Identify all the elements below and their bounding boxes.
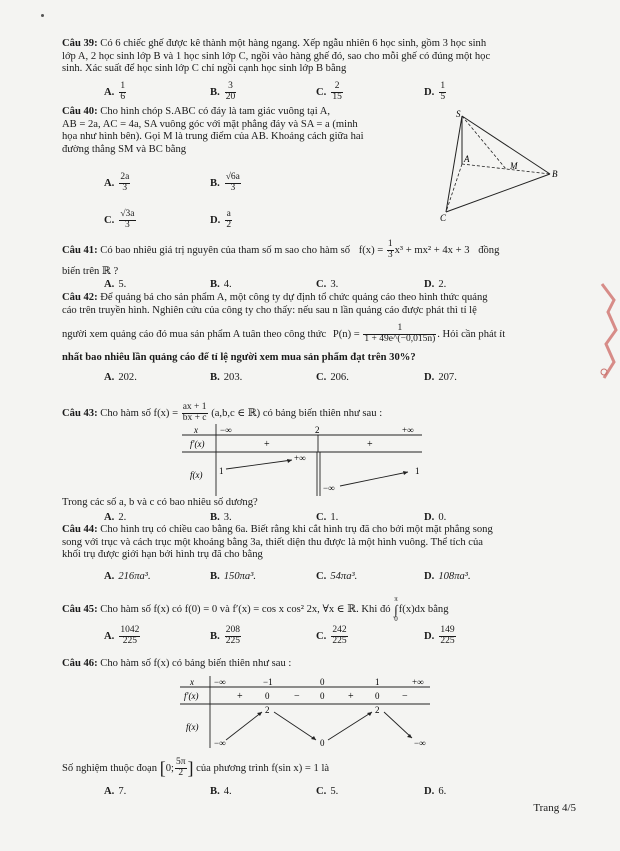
sign-zero-2: 0 bbox=[320, 691, 325, 701]
row-label-fprime: f′(x) bbox=[184, 691, 199, 701]
row-label-fprime: f′(x) bbox=[190, 439, 205, 449]
x-one: 1 bbox=[375, 677, 380, 687]
label-C: C bbox=[440, 213, 447, 223]
q40-line2: AB = 2a, AC = 4a, SA vuông góc với mặt phẳng đáy và SA = a (minh bbox=[62, 118, 358, 130]
q44-line3: khối trụ được giới hạn bởi hình trụ đã cho bằng bbox=[62, 549, 263, 561]
q45-line1: Câu 45: Cho hàm số f(x) có f(0) = 0 và f′(x) = cos x cos² 2x, ∀x ∈ ℝ. Khi đó π ∫ 0 f(x)dx bằng bbox=[62, 595, 449, 623]
question-46 bbox=[62, 658, 562, 671]
f-right-value: 1 bbox=[415, 466, 420, 476]
edge-AC bbox=[446, 164, 462, 212]
row-label-f: f(x) bbox=[190, 470, 203, 480]
row-label-x: x bbox=[194, 425, 198, 435]
q41-line1: Câu 41: Có bao nhiêu giá trị nguyên của tham số m sao cho hàm số f(x) = $\frac{1}{3}$ x³ + mx² + 4x + 3 đồng bbox=[62, 239, 500, 260]
q39-option-c[interactable]: C. $\frac{2}{15}$ bbox=[316, 81, 342, 102]
sign-zero-3: 0 bbox=[375, 691, 380, 701]
edge-SB bbox=[462, 116, 550, 174]
question-42 bbox=[62, 292, 562, 317]
q39-options bbox=[104, 81, 544, 102]
q39-line2: lớp A, 2 học sinh lớp B và 1 học sinh lớp C, ngồi vào hàng ghế đó, sao cho mỗi ghế có đúng một học bbox=[62, 50, 491, 62]
q43-option-d[interactable]: D. 0. bbox=[424, 512, 447, 523]
q43-option-c[interactable]: C. 1. bbox=[316, 512, 339, 523]
f-right: −∞ bbox=[414, 738, 426, 748]
q40-option-a[interactable]: A. $\frac{2a}{3}$ bbox=[104, 172, 130, 193]
q46-options bbox=[104, 786, 544, 802]
f-min: 0 bbox=[320, 738, 325, 748]
sign-3: + bbox=[348, 691, 354, 702]
x-two: 2 bbox=[315, 425, 320, 435]
q46-option-b[interactable]: B. 4. bbox=[210, 786, 232, 797]
x-neg-inf: −∞ bbox=[220, 425, 232, 435]
x-neg-one: −1 bbox=[263, 677, 273, 687]
q44-option-c[interactable]: C. 54πa³. bbox=[316, 571, 358, 582]
label-S: S bbox=[456, 109, 461, 119]
question-39 bbox=[62, 38, 562, 76]
q40-option-c[interactable]: C. $\frac{√3a}{3}$ bbox=[104, 209, 135, 230]
q41-option-c[interactable]: C. 3. bbox=[316, 279, 339, 290]
sign-2: − bbox=[294, 691, 300, 702]
q43-variation-table bbox=[182, 424, 422, 496]
q46-option-d[interactable]: D. 6. bbox=[424, 786, 447, 797]
q40-options-row1 bbox=[104, 172, 364, 193]
q44-options bbox=[104, 571, 544, 587]
f-left-value: 1 bbox=[219, 466, 224, 476]
q43-option-a[interactable]: A. 2. bbox=[104, 512, 127, 523]
q45-options bbox=[104, 625, 544, 646]
q42-line2: cáo trên truyền hình. Nghiên cứu của công ty cho thấy: nếu sau n lần quảng cáo được phát thì tỉ lệ bbox=[62, 304, 477, 316]
q40-line1: Câu 40: Cho hình chóp S.ABC có đáy là tam giác vuông tại A, bbox=[62, 106, 331, 117]
integral-bounds: π ∫ 0 bbox=[394, 595, 398, 623]
row-label-f: f(x) bbox=[186, 722, 199, 732]
q44-line1: Câu 44: Cho hình trụ có chiều cao bằng 6a. Biết rằng khi cắt hình trụ đã cho bởi một mặt phẳng song bbox=[62, 524, 493, 535]
q40-line4: đường thẳng SM và BC bằng bbox=[62, 144, 187, 156]
q40-option-b[interactable]: B. $\frac{√6a}{3}$ bbox=[210, 172, 240, 193]
x-pos-inf: +∞ bbox=[402, 425, 414, 435]
q46-option-c[interactable]: C. 5. bbox=[316, 786, 339, 797]
q40-options-row2 bbox=[104, 209, 364, 230]
q40-option-d[interactable]: D. $\frac{a}{2}$ bbox=[210, 209, 232, 230]
q41-option-a[interactable]: A. 5. bbox=[104, 279, 127, 290]
label-A: A bbox=[464, 154, 470, 164]
q43-line1: Câu 43: Cho hàm số f(x) = $\frac{ax + 1}{bx + c}$ (a,b,c ∈ ℝ) có bảng biến thiên như sau : bbox=[62, 402, 383, 423]
q39-line3: sinh. Xác suất để học sinh lớp C chỉ ngồi cạnh học sinh lớp B bằng bbox=[62, 63, 347, 75]
label-B: B bbox=[552, 169, 558, 179]
q40-line3: họa như hình bên). Gọi M là trung điểm của AB. Khoảng cách giữa hai bbox=[62, 131, 364, 143]
q44-option-b[interactable]: B. 150πa³. bbox=[210, 571, 257, 582]
arrow-up-2 bbox=[340, 472, 408, 486]
f-max-1: 2 bbox=[265, 705, 270, 715]
q45-option-a[interactable]: A. $\frac{1042}{225}$ bbox=[104, 625, 140, 646]
q43-option-b[interactable]: B. 3. bbox=[210, 512, 232, 523]
q39-option-d[interactable]: D. $\frac{1}{5}$ bbox=[424, 81, 446, 102]
binding-tear-mark bbox=[602, 284, 616, 378]
question-44 bbox=[62, 524, 562, 562]
q42-line3: người xem quảng cáo đó mua sản phẩm A tuân theo công thức P(n) = $\frac{1}{1 + 49e\^{}(-0,015n)}$ . Hỏi cần phát ít bbox=[62, 323, 506, 344]
q42-line1: Câu 42: Để quảng bá cho sản phẩm A, một công ty dự định tổ chức quảng cáo theo hình thức quảng bbox=[62, 292, 488, 303]
sign-left: + bbox=[264, 439, 270, 450]
q41-line2: biến trên ℝ ? bbox=[62, 266, 119, 277]
f-top-value: +∞ bbox=[294, 453, 306, 463]
arrow-up bbox=[226, 460, 292, 469]
question-40 bbox=[62, 106, 442, 157]
x-pos-inf: +∞ bbox=[412, 677, 424, 687]
scan-speck bbox=[41, 14, 44, 17]
q43-line2: Trong các số a, b và c có bao nhiêu số dương? bbox=[62, 497, 258, 508]
f-left: −∞ bbox=[214, 738, 226, 748]
q46-line1: Câu 46: Cho hàm số f(x) có bảng biến thiên như sau : bbox=[62, 658, 292, 669]
sign-right: + bbox=[367, 439, 373, 450]
x-neg-inf: −∞ bbox=[214, 677, 226, 687]
q39-option-a[interactable]: A. $\frac{1}{6}$ bbox=[104, 81, 126, 102]
q45-option-b[interactable]: B. $\frac{208}{225}$ bbox=[210, 625, 240, 646]
q45-option-c[interactable]: C. $\frac{242}{225}$ bbox=[316, 625, 347, 646]
q42-options bbox=[104, 372, 544, 388]
q41-option-b[interactable]: B. 4. bbox=[210, 279, 232, 290]
q42-line4: nhất bao nhiêu lần quảng cáo để tỉ lệ người xem mua sản phẩm đạt trên 30%? bbox=[62, 352, 416, 363]
page-number: Trang 4/5 bbox=[533, 802, 576, 814]
q42-option-a[interactable]: A. 202. bbox=[104, 372, 137, 383]
label-M: M bbox=[510, 161, 518, 171]
q46-line2: Số nghiệm thuộc đoạn [0; $\frac{5\pi}{2}$ ] của phương trình f(sin x) = 1 là bbox=[62, 757, 330, 779]
q42-option-b[interactable]: B. 203. bbox=[210, 372, 243, 383]
q44-option-d[interactable]: D. 108πa³. bbox=[424, 571, 471, 582]
x-zero: 0 bbox=[320, 677, 325, 687]
f-bottom-value: −∞ bbox=[323, 483, 335, 493]
q41-option-d[interactable]: D. 2. bbox=[424, 279, 447, 290]
sign-zero-1: 0 bbox=[265, 691, 270, 701]
q42-option-d[interactable]: D. 207. bbox=[424, 372, 457, 383]
row-label-x: x bbox=[190, 677, 194, 687]
q45-option-d[interactable]: D. $\frac{149}{225}$ bbox=[424, 625, 455, 646]
q46-option-a[interactable]: A. 7. bbox=[104, 786, 127, 797]
binding-hole-decoration bbox=[592, 282, 618, 382]
edge-CB bbox=[446, 174, 550, 212]
sign-4: − bbox=[402, 691, 408, 702]
q42-option-c[interactable]: C. 206. bbox=[316, 372, 349, 383]
q39-line1: Câu 39: Có 6 chiếc ghế được kê thành một hàng ngang. Xếp ngẫu nhiên 6 học sinh, gồm 3 học sinh bbox=[62, 38, 487, 49]
edge-SC bbox=[446, 116, 462, 212]
q44-line2: song với trục và cách trục một khoảng bằng 3a, thiết diện thu được là một hình vuông. Thể tích của bbox=[62, 536, 483, 548]
q44-option-a[interactable]: A. 216πa³. bbox=[104, 571, 151, 582]
q39-option-b[interactable]: B. $\frac{3}{20}$ bbox=[210, 81, 236, 102]
sign-1: + bbox=[237, 691, 243, 702]
f-max-2: 2 bbox=[375, 705, 380, 715]
q46-variation-table bbox=[180, 676, 430, 748]
pyramid-figure bbox=[440, 108, 560, 228]
